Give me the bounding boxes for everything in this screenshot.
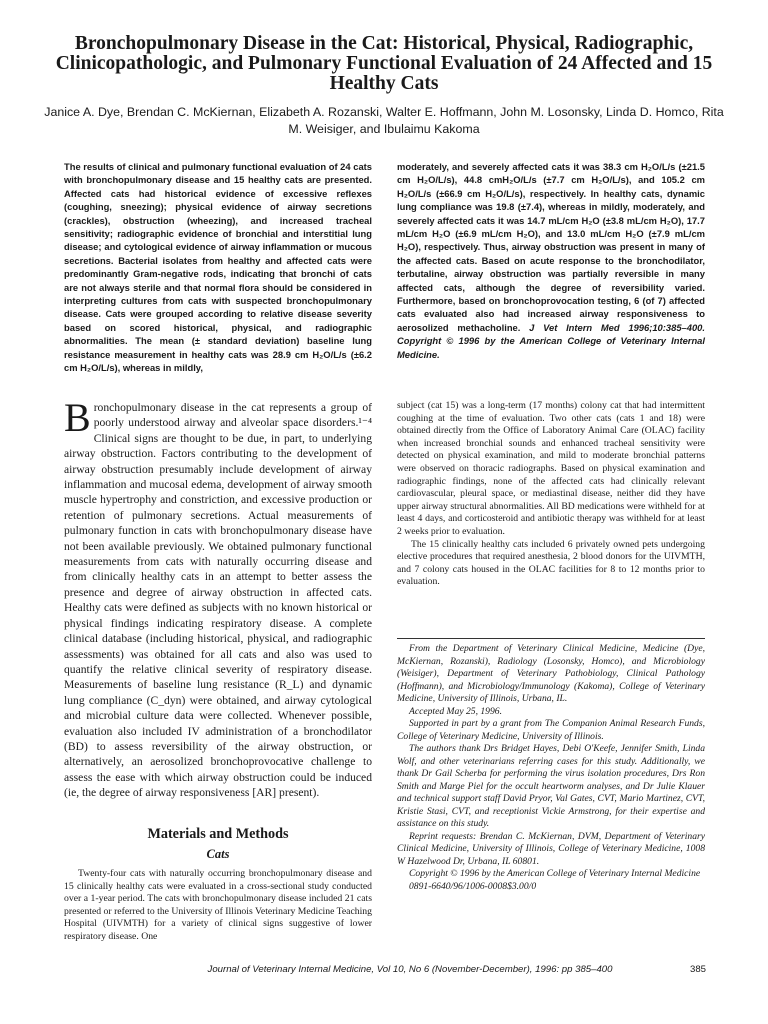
right-paragraph-2: The 15 clinically healthy cats included 6 privately owned pets undergoing elective procedures that required anesthesia, 2 blood donors for the UIVMTH, and 7 colony cats housed in the OLAC facilities for 8 to 12 months prior to evaluation. [397,538,705,588]
footnote-code: 0891-6640/96/1006-0008$3.00/0 [409,880,537,892]
drop-cap: B [64,395,91,440]
methods-text: Twenty-four cats with naturally occurring bronchopulmonary disease and 15 clinically healthy cats were evaluated in a cross-sectional study conducted over a 1-year period. The cats with bronchopulmonary disease included 21 cats presented or referred to the University of Illinois Veterinary Medicine Teaching Hospital (UIVMTH) for a variety of clinical signs suggestive of lower respiratory disease. One [64,868,372,942]
page-number: 385 [689,964,706,975]
footnote-acknowledgments: The authors thank Drs Bridget Hayes, Debi O'Keefe, Jennifer Smith, Linda Wolf, and other veterinarians referring cases for this study. Additionally, we thank Dr Gail Scherba for performing the virus isolation procedures, Drs Ron Smith and Marge Piel for the occult heartworm analyses, and Dr Julie Klauer and technical support staff David Pryor, Val Gates, CVT, Mario Martinez, CVT, Kristie Stasi, CVT, and receptionist Vickie Armstrong, for their expertise and assistance on this study. [397,743,705,829]
footnote-affiliation: From the Department of Veterinary Clinical Medicine, Medicine (Dye, McKiernan, Rozanski), Radiology (Losonsky, Homco), and Microbiology (Weisiger), Department of Veterinary Pathobiology, Clinical Pathology (Hoffmann), and Microbiology/Immunology (Kakoma), College of Veterinary Medicine, University of Illinois, Urbana, IL. [397,643,705,704]
abstract-left-column: The results of clinical and pulmonary functional evaluation of 24 cats with bronchopulmonary disease and 15 healthy cats are presented. Affected cats had historical evidence of excessive reflexes (coughing, sneezing); physical evidence of airway secretions (crackles), obstruction (wheezing), and increased tracheal sensitivity; radiographic evidence of bronchial and interstitial lung disease; and cytological evidence of airway inflammation or mucous secretions. Bacterial isolates from healthy and affected cats were predominantly Gram-negative rods, indicating that bronchi of cats are not always sterile and that normal flora should be considered in interpreting cultures from cats with suspected bronchopulmonary disease. Cats were grouped according to relative disease severity based on scored historical, physical, and radiographic abnormalities. The mean (± standard deviation) baseline lung resistance measurement in healthy cats was 28.9 cm H₂O/L/s (±6.2 cm H₂O/L/s), whereas in mildly, [64,161,372,374]
abstract-right-text: moderately, and severely affected cats it was 38.3 cm H₂O/L/s (±21.5 cm H₂O/L/s), 44.8 cmH₂O/L/s (±7.7 cm H₂O/L/s), and 105.2 cm H₂O/L/s (±66.9 cm H₂O/L/s), respectively. In healthy cats, dynamic lung compliance was 19.8 (±7.4), whereas in mildly, moderately, and severely affected cats it was 14.7 mL/cm H₂O (±3.8 mL/cm H₂O), 17.7 mL/cm H₂O (±6.9 mL/cm H₂O), and 13.0 mL/cm H₂O (±7.9 mL/cm H₂O), respectively. Thus, airway obstruction was present in many of the affected cats. Based on acute response to the bronchodilator, terbutaline, airway obstruction was partially reversible in many affected cats, although the degree of reversibility varied. Furthermore, based on bronchoprovocation testing, 6 (of 7) affected cats evaluated also had increased airway responsiveness to aerosolized methacholine. [397,161,705,333]
footnote-divider [397,638,705,639]
abstract-citation: J Vet Intern Med 1996;10:385–400. Copyright © 1996 by the American College of Veterinary Internal Medicine. [397,321,705,360]
right-paragraph-1: subject (cat 15) was a long-term (17 months) colony cat that had intermittent coughing at the time of evaluation. Two other cats (cats 1 and 18) were obtained directly from the Office of Laboratory Animal Care (OLAC) facility when increased bronchial sounds and enhanced tracheal sensitivity were detected on physical examination, and mild to moderate bronchial patterns were observed on thoracic radiographs. Based on physical examination and radiographic findings, none of the affected cats had clinically relevant cardiovascular, pleural space, or mediastinal disease, neither did they have upper airway structural abnormalities. All BD medications were withheld for at least 4 days, and corticosteroid and antibiotic therapy was withheld for at least 2 weeks prior to evaluation. [397,400,705,537]
article-title: Bronchopulmonary Disease in the Cat: Historical, Physical, Radiographic, Clinicopathologic, and Pulmonary Functional Evaluation of 24 Affected and 15 Healthy Cats [55,33,713,94]
footnote-reprint: Reprint requests: Brendan C. McKiernan, DVM, Department of Veterinary Clinical Medicine, University of Illinois, College of Veterinary Medicine, 1008 W Hazelwood Dr, Urbana, IL 60801. [397,830,705,867]
section-heading: Materials and Methods [147,826,289,842]
footnote-accepted: Accepted May 25, 1996. [409,705,502,717]
introduction [64,395,372,801]
introduction-text: ronchopulmonary disease in the cat represents a group of poorly understood airway and alveolar space disorders.¹⁻⁴ Clinical signs are thought to be due, in part, to underlying airway obstruction. Factors contributing to the development of airway obstruction presumably include development of airway inflammation and mucosal edema, development of airway smooth muscle hypertrophy and constriction, and excessive production or retention of pulmonary secretions. Actual measurements of pulmonary function in cats with bronchopulmonary disease have not been available previously. We obtained pulmonary functional measurements from cats with naturally occurring disease and from clinically healthy cats in an attempt to better assess the presence and degree of airway obstruction in affected cats. Healthy cats were defined as subjects with no known historical or physical findings indicating respiratory disease. A complete clinical database (including historical, physical, and radiographic assessments) was obtained for all cats and also was used to quantify the relative clinical severity of respiratory disease. Measurements of baseline lung resistance (R_L) and dynamic lung compliance (C_dyn) were obtained, and airway cytological and microbial culture data were collected. Whenever possible, evaluation also included IV administration of a bronchodilator (BD) to assess reversibility of the airway obstruction, or alternatively, an aerosolized bronchoprovocative challenge to assess the ease with which airway obstruction could be induced (ie, the degree of airway responsiveness [AR] present). [64,401,372,800]
footnotes [397,643,705,893]
author-list: Janice A. Dye, Brendan C. McKiernan, Elizabeth A. Rozanski, Walter E. Hoffmann, John M. Losonsky, Linda D. Homco, Rita M. Weisiger, and Ibulaimu Kakoma [44,105,724,136]
right-column-text [397,400,705,589]
abstract-right-column [397,160,705,361]
footnote-support: Supported in part by a grant from The Companion Animal Research Funds, College of Veterinary Medicine, University of Illinois. [397,718,705,742]
footnote-copyright: Copyright © 1996 by the American College of Veterinary Internal Medicine [409,868,701,879]
subsection-heading: Cats [206,847,230,861]
journal-footer: Journal of Veterinary Internal Medicine, Vol 10, No 6 (November-December), 1996: pp 385–400 [207,964,613,975]
